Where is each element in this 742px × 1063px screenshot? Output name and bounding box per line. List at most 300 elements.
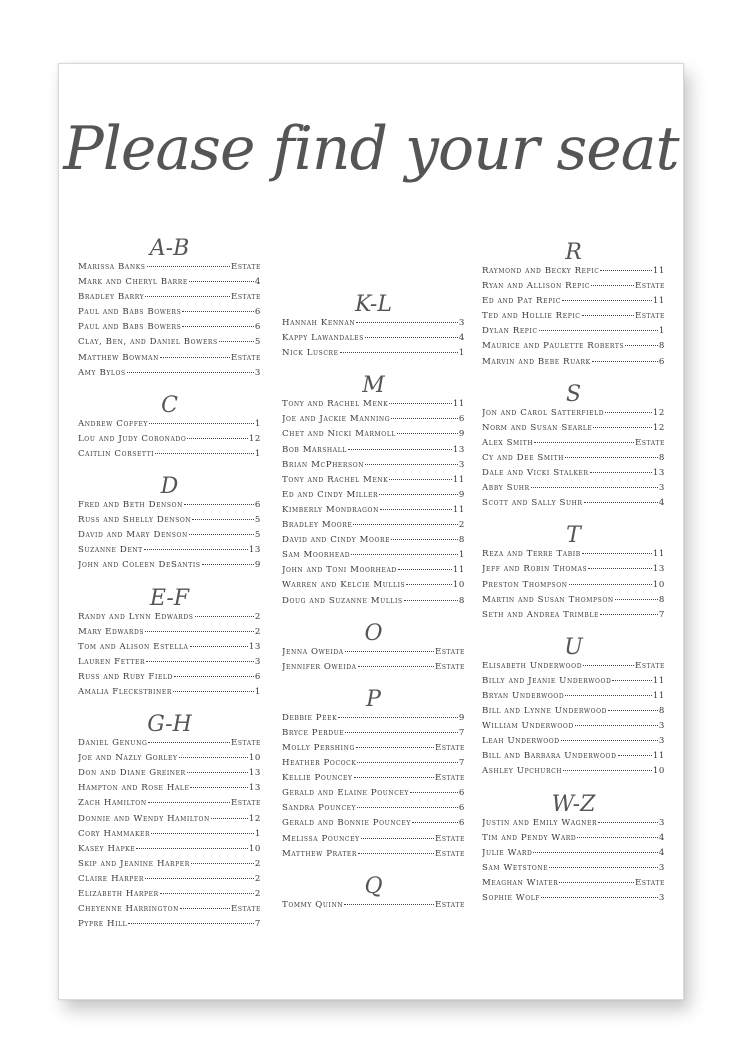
guest-name: Preston Thompson (482, 579, 568, 590)
table-number: Estate (634, 877, 665, 888)
guest-entry (282, 445, 465, 460)
guest-name: Jenna Oweida (282, 646, 344, 657)
dot-leader (389, 403, 452, 404)
guest-name: Dale and Vicki Stalker (482, 468, 589, 479)
guest-name: Paul and Babs Bowers (78, 322, 182, 333)
table-number: 13 (652, 468, 665, 479)
dot-leader (379, 494, 458, 495)
guest-entry (482, 341, 665, 356)
guest-name: Julie Ward (482, 847, 533, 858)
guest-name: Matthew Bowman (78, 352, 159, 363)
table-number: 13 (248, 768, 261, 779)
guest-entry (282, 565, 465, 580)
dot-leader (189, 534, 254, 535)
guest-name: Elizabeth Harper (78, 889, 159, 899)
table-number: 11 (652, 549, 665, 560)
guest-entry (78, 292, 261, 307)
dot-leader (380, 509, 452, 510)
guest-name: Tony and Rachel Menk (282, 399, 389, 410)
dot-leader (365, 337, 458, 338)
section-letter: Q (364, 873, 383, 899)
guest-name: Hampton and Rose Hale (78, 783, 190, 794)
guest-entry (282, 834, 465, 849)
dot-leader (406, 584, 452, 585)
guest-name: Hannah Kennan (282, 318, 356, 328)
guest-entry (482, 483, 665, 498)
table-number: 13 (248, 545, 261, 556)
guest-name: Donnie and Wendy Hamilton (78, 813, 210, 824)
dot-leader (410, 792, 458, 793)
letter-section (282, 292, 465, 363)
guest-entry (282, 713, 465, 728)
dot-leader (182, 311, 254, 312)
dot-leader (191, 863, 254, 864)
guest-name: Matthew Prater (282, 848, 358, 859)
table-number: 11 (452, 399, 465, 410)
guest-entry (78, 753, 261, 768)
table-number: 6 (254, 671, 261, 682)
guest-entry (78, 368, 261, 383)
dot-leader (160, 357, 230, 358)
guest-entry (282, 596, 465, 611)
guest-entry (282, 318, 465, 333)
guest-entry (482, 296, 665, 311)
guest-name: Jon and Carol Satterfield (482, 407, 605, 418)
guest-entry (78, 657, 261, 672)
table-number: 1 (254, 828, 261, 839)
dot-leader (592, 361, 658, 362)
guest-name: Sophie Wolf (482, 893, 541, 903)
table-number: 2 (254, 873, 261, 884)
dot-leader (365, 464, 458, 465)
guest-entry (482, 818, 665, 833)
guest-entry (78, 560, 261, 575)
guest-entry (78, 627, 261, 642)
dot-leader (195, 616, 254, 617)
guest-name: Caitlin Corsetti (78, 448, 155, 459)
dot-leader (539, 330, 658, 331)
dot-leader (173, 691, 254, 692)
guest-name: Andrew Coffey (78, 418, 149, 429)
guest-name: Billy and Jeanie Underwood (482, 675, 612, 686)
guest-entry (282, 662, 465, 677)
guest-name: Claire Harper (78, 873, 144, 884)
guest-name: Martin and Susan Thompson (482, 594, 614, 605)
dot-leader (584, 502, 658, 503)
guest-entry (78, 919, 261, 934)
table-number: 6 (254, 500, 261, 511)
dot-leader (151, 833, 254, 834)
table-number: 3 (658, 736, 665, 747)
guest-entry (282, 550, 465, 565)
letter-section (482, 240, 665, 372)
guest-entry (482, 676, 665, 691)
table-number: Estate (434, 742, 465, 753)
table-number: 11 (452, 504, 465, 515)
guest-name: William Underwood (482, 721, 574, 732)
letter-section (282, 687, 465, 864)
guest-entry (78, 768, 261, 783)
table-number: Estate (230, 262, 261, 272)
guest-entry (78, 262, 261, 277)
guest-entry (282, 333, 465, 348)
guest-name: Maurice and Paulette Roberts (482, 341, 625, 352)
table-number: 2 (254, 889, 261, 899)
guest-name: Seth and Andrea Trimble (482, 609, 599, 620)
guest-entry (482, 549, 665, 564)
section-letter: G-H (147, 712, 192, 738)
dot-leader (618, 755, 652, 756)
section-letter: M (362, 373, 385, 399)
letter-section (78, 712, 261, 934)
table-number: 6 (458, 414, 465, 425)
guest-name: Mark and Cheryl Barre (78, 277, 188, 288)
guest-entry (482, 408, 665, 423)
guest-name: Ted and Hollie Repic (482, 311, 581, 322)
guest-name: Alex Smith (482, 437, 534, 448)
table-number: 3 (658, 483, 665, 494)
dot-leader (561, 740, 658, 741)
table-number: 3 (658, 862, 665, 873)
table-number: 11 (452, 565, 465, 576)
dot-leader (361, 838, 434, 839)
guest-name: Jeff and Robin Thomas (482, 564, 588, 575)
dot-leader (219, 341, 254, 342)
guest-entry (482, 311, 665, 326)
table-number: Estate (434, 848, 465, 859)
table-number: Estate (434, 773, 465, 784)
dot-leader (591, 285, 634, 286)
dot-leader (559, 882, 634, 883)
table-number: 7 (458, 727, 465, 738)
guest-entry (482, 610, 665, 625)
page-title: Please find your seat (63, 114, 679, 184)
dot-leader (149, 423, 254, 424)
dot-leader (148, 742, 230, 743)
dot-leader (397, 433, 458, 434)
guest-entry (482, 580, 665, 595)
dot-leader (136, 848, 248, 849)
guest-entry (482, 878, 665, 893)
guest-entry (282, 348, 465, 363)
letter-section (282, 373, 465, 610)
guest-entry (282, 399, 465, 414)
guest-entry (482, 595, 665, 610)
section-letter: D (160, 474, 179, 500)
guest-name: Sam Moorhead (282, 550, 351, 561)
guest-name: Randy and Lynn Edwards (78, 611, 194, 622)
letter-section (282, 874, 465, 915)
guest-name: Sam Wetstone (482, 862, 549, 873)
guest-name: Abby Suhr (482, 483, 530, 494)
dot-leader (358, 666, 434, 667)
guest-entry (78, 672, 261, 687)
dot-leader (190, 787, 247, 788)
guest-name: Elisabeth Underwood (482, 660, 583, 671)
guest-name: Pypre Hill (78, 919, 128, 930)
dot-leader (211, 818, 248, 819)
guest-name: Nick Luscre (282, 348, 339, 359)
section-letter: U (564, 634, 583, 660)
table-number: 1 (254, 418, 261, 429)
guest-entry (282, 475, 465, 490)
table-number: 8 (458, 535, 465, 546)
guest-entry (78, 353, 261, 368)
guest-name: Amy Bylos (78, 367, 126, 378)
dot-leader (146, 661, 254, 662)
guest-name: Russ and Ruby Field (78, 671, 173, 682)
table-number: 7 (254, 919, 261, 930)
dot-leader (549, 867, 658, 868)
guest-entry (482, 833, 665, 848)
table-number: 10 (652, 766, 665, 777)
dot-leader (182, 326, 254, 327)
section-letter: O (364, 620, 383, 646)
guest-name: John and Coleen DeSantis (78, 560, 201, 571)
dot-leader (541, 897, 658, 898)
guest-name: Kasey Hapke (78, 843, 136, 854)
table-number: 5 (254, 515, 261, 526)
guest-entry (482, 281, 665, 296)
guest-name: Ashley Upchurch (482, 766, 563, 777)
guest-entry (482, 751, 665, 766)
table-number: 10 (248, 753, 261, 764)
table-number: 8 (658, 594, 665, 605)
dot-leader (357, 762, 457, 763)
dot-leader (625, 345, 658, 346)
table-number: 1 (458, 550, 465, 561)
dot-leader (192, 519, 254, 520)
guest-name: Clay, Ben, and Daniel Bowers (78, 337, 218, 348)
guest-entry (78, 307, 261, 322)
dot-leader (344, 904, 434, 905)
section-letter: E-F (149, 585, 190, 611)
guest-entry (482, 326, 665, 341)
dot-leader (565, 695, 652, 696)
guest-entry (282, 773, 465, 788)
table-number: 1 (254, 686, 261, 697)
table-number: 4 (658, 847, 665, 858)
dot-leader (588, 568, 652, 569)
dot-leader (534, 442, 634, 443)
guest-name: Marissa Banks (78, 262, 146, 272)
guest-name: Debbie Peek (282, 712, 338, 723)
guest-entry (78, 859, 261, 874)
dot-leader (412, 822, 458, 823)
dot-leader (598, 822, 658, 823)
guest-entry (78, 434, 261, 449)
table-number: 5 (254, 337, 261, 348)
dot-leader (358, 853, 434, 854)
dot-leader (179, 757, 248, 758)
dot-leader (184, 504, 254, 505)
table-number: 13 (652, 564, 665, 575)
dot-leader (582, 553, 652, 554)
guest-name: Meaghan Wiater (482, 877, 559, 888)
guest-name: Norm and Susan Searle (482, 422, 593, 433)
dot-leader (353, 524, 458, 525)
guest-name: Paul and Babs Bowers (78, 307, 182, 318)
table-number: Estate (634, 660, 665, 671)
guest-entry (78, 545, 261, 560)
letter-section (482, 635, 665, 782)
guest-name: Fred and Beth Denson (78, 500, 183, 511)
dot-leader (565, 457, 658, 458)
column-1 (78, 64, 261, 944)
table-number: 11 (652, 266, 665, 276)
guest-entry (282, 535, 465, 550)
table-number: Estate (434, 646, 465, 657)
guest-name: David and Mary Denson (78, 530, 188, 541)
guest-entry (282, 505, 465, 520)
section-letter: S (565, 381, 582, 407)
table-number: 12 (248, 813, 261, 824)
table-number: 3 (458, 459, 465, 470)
guest-entry (78, 449, 261, 464)
dot-leader (145, 878, 254, 879)
guest-entry (482, 438, 665, 453)
guest-entry (78, 322, 261, 337)
dot-leader (398, 569, 452, 570)
guest-name: Jennifer Oweida (282, 661, 357, 672)
guest-entry (78, 500, 261, 515)
table-number: 8 (658, 706, 665, 717)
guest-name: Cory Hammaker (78, 828, 151, 839)
dot-leader (187, 772, 248, 773)
guest-name: David and Cindy Moore (282, 535, 391, 546)
guest-name: Bryan Underwood (482, 690, 565, 701)
table-number: 4 (658, 832, 665, 843)
dot-leader (338, 717, 458, 718)
guest-name: Raymond and Becky Repic (482, 266, 600, 276)
guest-name: Molly Pershing (282, 742, 355, 753)
guest-name: Bryce Perdue (282, 727, 345, 738)
dot-leader (147, 266, 230, 267)
guest-entry (78, 738, 261, 753)
guest-entry (282, 414, 465, 429)
guest-name: Heather Pocock (282, 758, 357, 769)
table-number: Estate (230, 904, 261, 915)
dot-leader (389, 479, 452, 480)
dot-leader (608, 710, 658, 711)
table-number: 11 (652, 690, 665, 701)
dot-leader (351, 554, 458, 555)
guest-name: Gerald and Bonnie Pouncey (282, 818, 411, 829)
guest-entry (78, 814, 261, 829)
guest-entry (482, 661, 665, 676)
table-number: 11 (652, 751, 665, 762)
table-number: 12 (248, 433, 261, 444)
guest-name: Joe and Nazly Gorley (78, 753, 178, 764)
section-letter: W-Z (551, 791, 596, 817)
dot-leader (600, 614, 658, 615)
dot-leader (345, 651, 434, 652)
guest-entry (482, 691, 665, 706)
guest-entry (282, 429, 465, 444)
table-number: 3 (658, 817, 665, 828)
guest-entry (78, 904, 261, 919)
dot-leader (612, 680, 651, 681)
dot-leader (144, 549, 248, 550)
guest-entry (282, 758, 465, 773)
dot-leader (605, 412, 652, 413)
guest-entry (282, 647, 465, 662)
dot-leader (348, 449, 452, 450)
guest-entry (482, 848, 665, 863)
table-number: Estate (230, 292, 261, 303)
table-number: 5 (254, 530, 261, 541)
guest-name: Kappy Lawandales (282, 333, 364, 344)
column-3 (482, 64, 665, 918)
guest-entry (482, 706, 665, 721)
guest-entry (282, 460, 465, 475)
guest-entry (78, 277, 261, 292)
section-letter: T (566, 523, 581, 549)
guest-name: Sandra Pouncey (282, 803, 357, 814)
guest-name: Ed and Pat Repic (482, 296, 561, 307)
guest-entry (282, 490, 465, 505)
section-letter: A-B (149, 236, 190, 261)
dot-leader (583, 665, 634, 666)
guest-name: Lauren Fetter (78, 656, 146, 667)
table-number: 12 (652, 407, 665, 418)
dot-leader (340, 352, 458, 353)
table-number: 3 (658, 893, 665, 903)
guest-name: Lou and Judy Coronado (78, 433, 187, 444)
table-number: Estate (434, 661, 465, 672)
guest-name: Reza and Terre Tabib (482, 549, 581, 560)
letter-section (482, 792, 665, 909)
dot-leader (189, 281, 254, 282)
dot-leader (356, 747, 434, 748)
guest-name: Cy and Dee Smith (482, 452, 565, 463)
guest-name: Justin and Emily Wagner (482, 817, 598, 828)
dot-leader (600, 270, 651, 271)
letter-section (78, 474, 261, 575)
guest-name: Bill and Barbara Underwood (482, 751, 617, 762)
guest-entry (482, 736, 665, 751)
guest-entry (482, 266, 665, 281)
guest-name: Tommy Quinn (282, 899, 344, 910)
table-number: 4 (458, 333, 465, 344)
table-number: 4 (658, 498, 665, 509)
guest-name: Zach Hamilton (78, 798, 147, 809)
table-number: 3 (658, 721, 665, 732)
guest-entry (482, 863, 665, 878)
guest-name: Russ and Shelly Denson (78, 515, 192, 526)
dot-leader (391, 539, 458, 540)
letter-section (482, 382, 665, 514)
dot-leader (190, 646, 248, 647)
guest-entry (78, 889, 261, 904)
dot-leader (615, 599, 658, 600)
table-number: 6 (254, 322, 261, 333)
table-number: 10 (652, 579, 665, 590)
guest-entry (282, 580, 465, 595)
table-number: Estate (634, 311, 665, 322)
table-number: 11 (652, 675, 665, 686)
letter-section (482, 523, 665, 624)
guest-name: Dylan Repic (482, 326, 538, 337)
table-number: 13 (248, 641, 261, 652)
guest-entry (482, 453, 665, 468)
table-number: 11 (652, 296, 665, 307)
table-number: 6 (458, 818, 465, 829)
table-number: 3 (254, 367, 261, 378)
dot-leader (563, 770, 652, 771)
table-number: 6 (658, 356, 665, 367)
guest-entry (78, 612, 261, 627)
